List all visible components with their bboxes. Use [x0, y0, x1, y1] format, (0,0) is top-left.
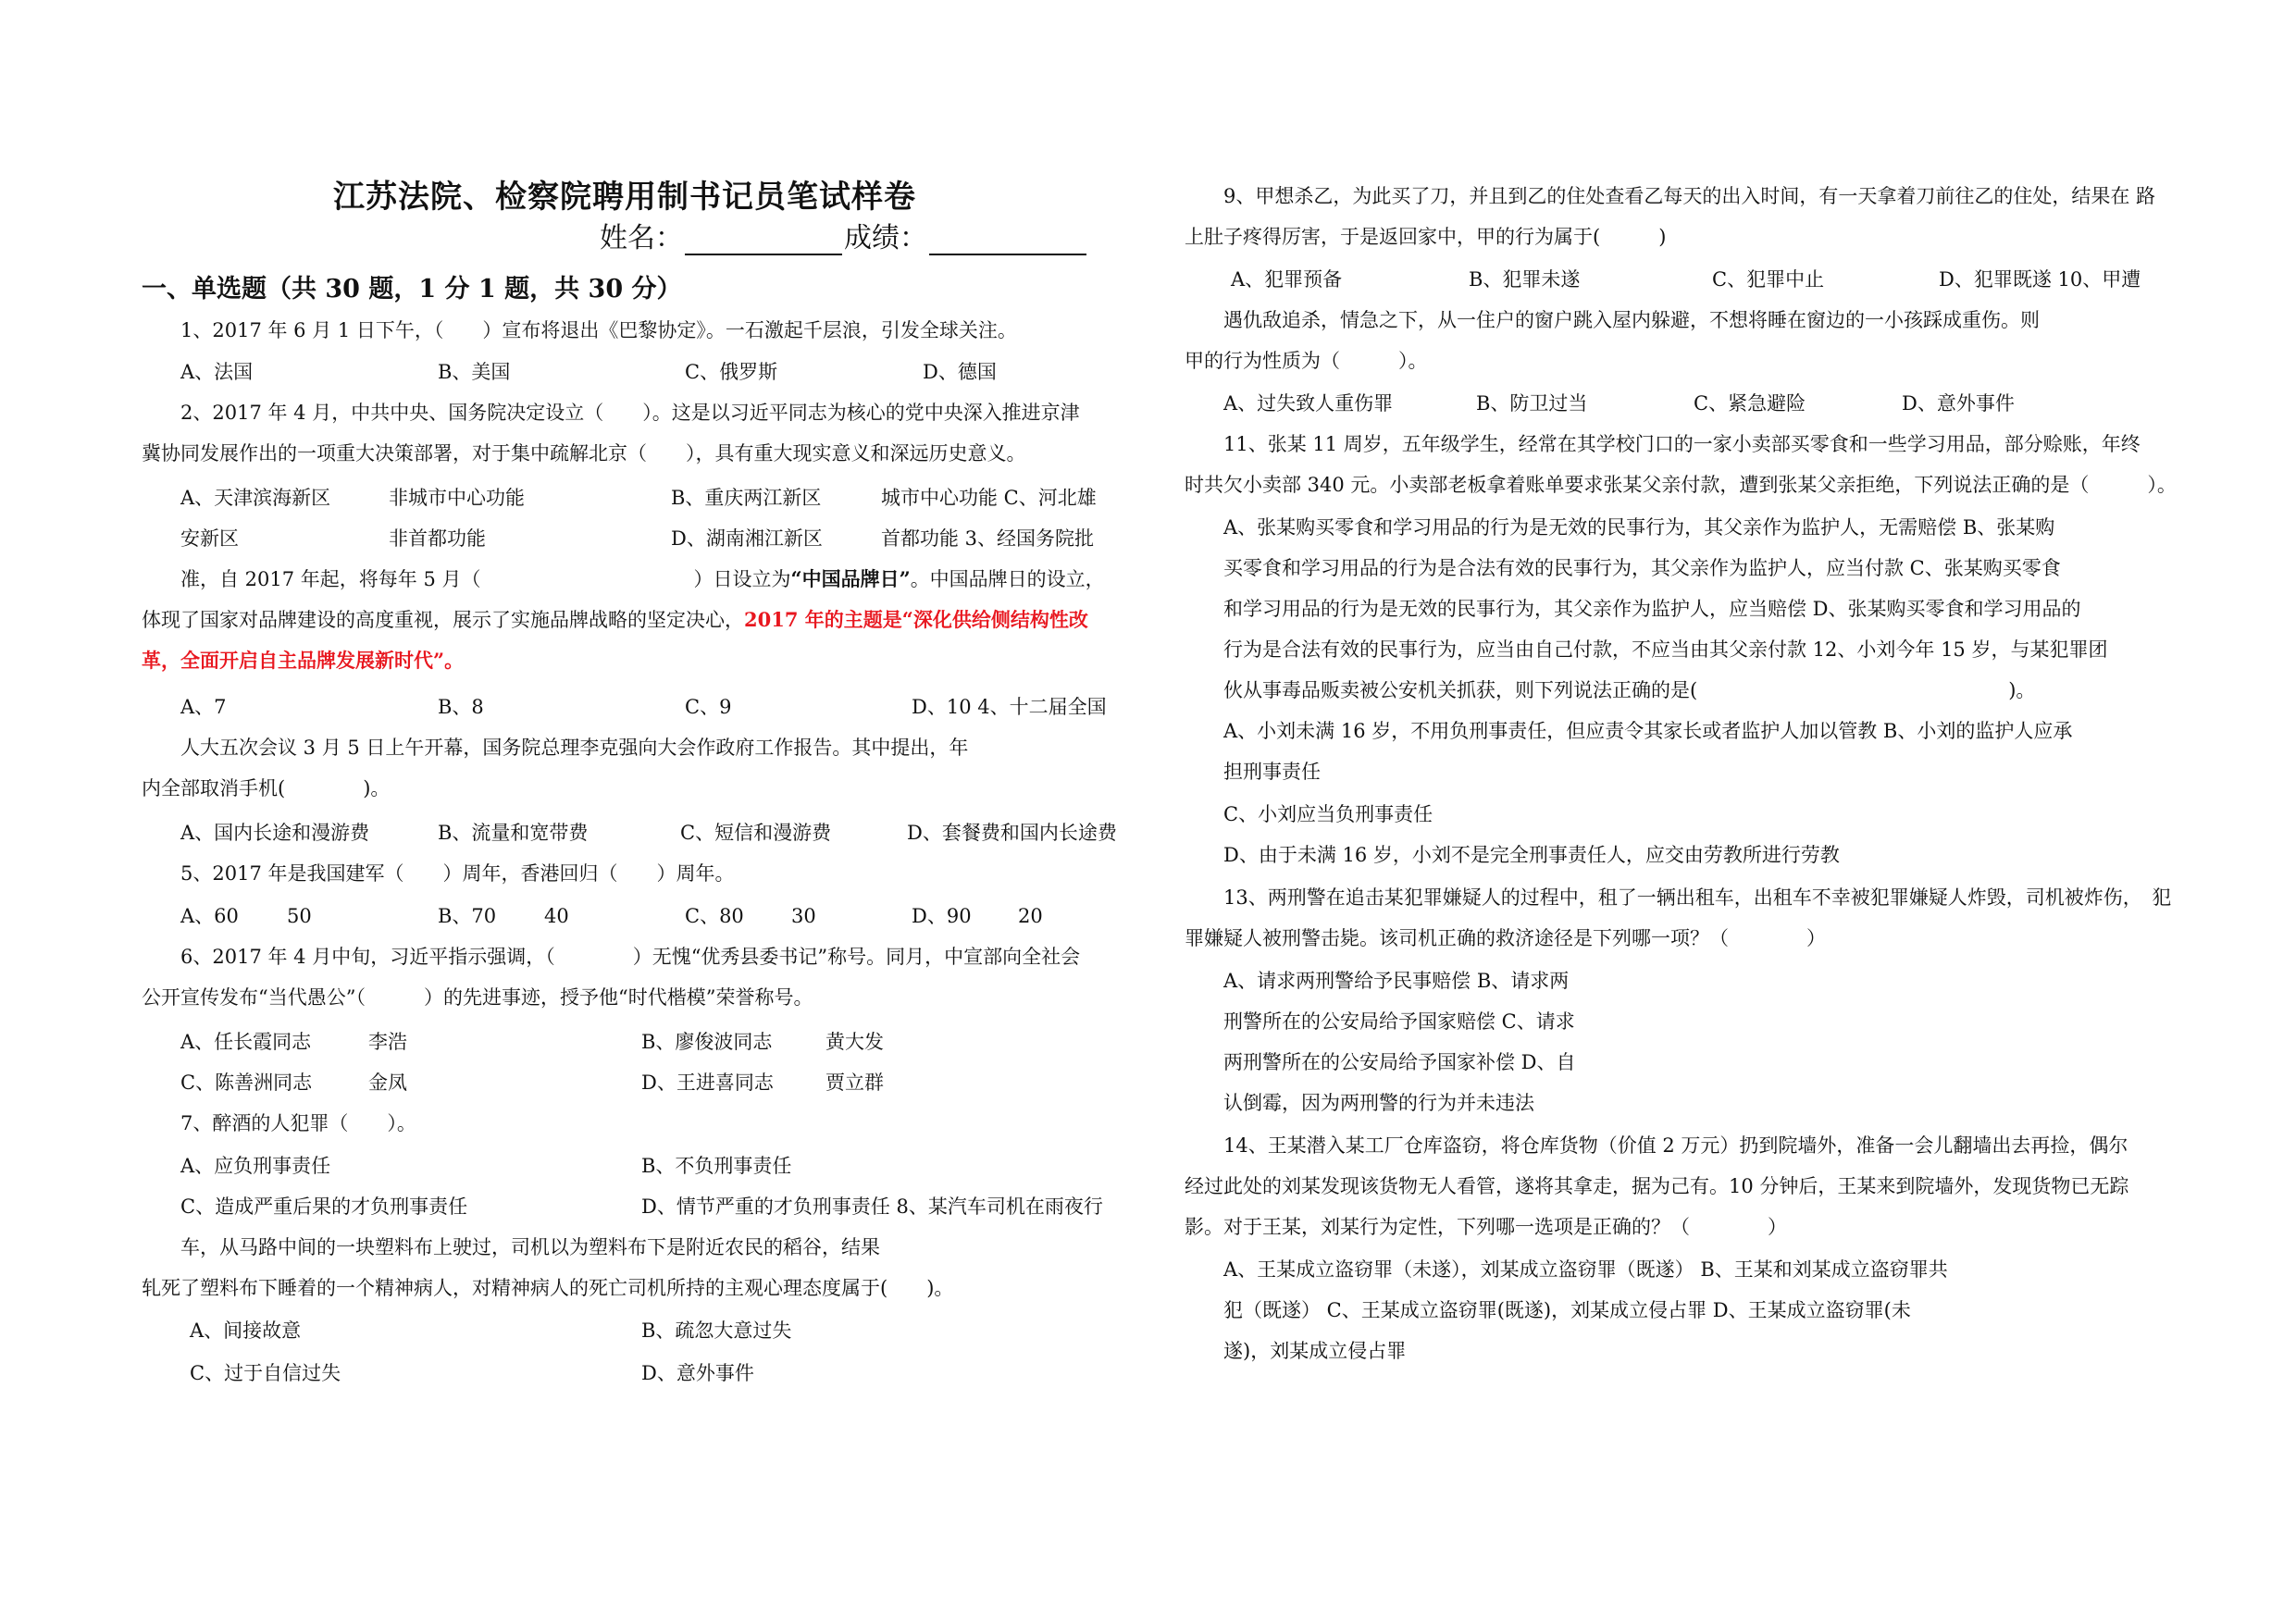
- question-2: 冀协同发展作出的一项重大决策部署，对于集中疏解北京（ ），具有重大现实意义和深远历史意义。: [142, 442, 1026, 465]
- name-label: 姓名：: [600, 222, 683, 254]
- option: C、过于自信过失: [190, 1362, 341, 1384]
- option: D、意外事件: [1902, 392, 2015, 415]
- option: A、国内长途和漫游费: [180, 822, 370, 844]
- option: B、犯罪未遂: [1469, 268, 1581, 291]
- option: D、意外事件: [641, 1362, 754, 1384]
- option: A、过失致人重伤罪: [1223, 392, 1394, 415]
- option: D、犯罪既遂 10、甲遭: [1939, 268, 2141, 291]
- option: B、廖俊波同志: [641, 1031, 773, 1053]
- option: 两刑警所在的公安局给予国家补偿 D、自: [1223, 1051, 1576, 1073]
- option: A、任长霞同志: [180, 1031, 312, 1053]
- option: 和学习用品的行为是无效的民事行为，其父亲作为监护人，应当赔偿 D、张某购买零食和学习用品的: [1223, 598, 2081, 620]
- option: C、9: [685, 696, 732, 718]
- option: A、犯罪预备: [1231, 268, 1343, 291]
- question-7: 7、醉酒的人犯罪（ ）。: [180, 1112, 416, 1134]
- option: D、套餐费和国内长途费: [907, 822, 1117, 844]
- option: D、王进喜同志: [641, 1072, 774, 1094]
- option: D、德国: [923, 361, 997, 383]
- question-10: 甲的行为性质为（ ）。: [1185, 350, 1428, 372]
- option: 非首都功能: [389, 527, 486, 550]
- option: A、应负刑事责任: [180, 1155, 331, 1177]
- question-6: 6、2017 年 4 月中旬，习近平指示强调，（ ）无愧“优秀县委书记”称号。同月，中宣部向全社会: [180, 946, 1081, 968]
- option: A、请求两刑警给予民事赔偿 B、请求两: [1223, 970, 1570, 992]
- q3-text: 准，自 2017 年起，将每年 5 月（: [180, 568, 481, 590]
- option: D、90: [912, 905, 972, 927]
- option: 50: [287, 905, 312, 927]
- question-4: 人大五次会议 3 月 5 日上午开幕，国务院总理李克强向大会作政府工作报告。其中提出，年: [180, 737, 969, 759]
- option: 刑警所在的公安局给予国家赔偿 C、请求: [1223, 1010, 1575, 1033]
- question-9: 上肚子疼得厉害，于是返回家中，甲的行为属于( ): [1185, 226, 1667, 248]
- question-8: 轧死了塑料布下睡着的一个精神病人，对精神病人的死亡司机所持的主观心理态度属于( )。: [142, 1277, 954, 1299]
- option: 担刑事责任: [1223, 761, 1321, 783]
- option: D、湖南湘江新区: [671, 527, 823, 550]
- option: A、小刘未满 16 岁，不用负刑事责任，但应责令其家长或者监护人加以管教 B、小刘的监护人应承: [1223, 720, 2073, 742]
- option: C、俄罗斯: [685, 361, 778, 383]
- q3-highlight: 2017 年的主题是“深化供给侧结构性改: [744, 608, 1088, 631]
- option: A、60: [180, 905, 239, 927]
- score-blank[interactable]: [929, 229, 1086, 255]
- question-10: 遇仇敌追杀，情急之下，从一住户的窗户跳入屋内躲避，不想将睡在窗边的一小孩踩成重伤。则: [1223, 309, 2040, 331]
- option: 安新区: [180, 527, 239, 550]
- q3-text: 。中国品牌日的设立，: [910, 568, 1105, 590]
- question-13: 罪嫌疑人被刑警击毙。该司机正确的救济途径是下列哪一项？（ ）: [1185, 927, 1826, 949]
- option: A、张某购买零食和学习用品的行为是无效的民事行为，其父亲作为监护人，无需赔偿 B、张某购: [1223, 516, 2055, 539]
- option: 20: [1018, 905, 1043, 927]
- option: A、天津滨海新区: [180, 487, 331, 509]
- option: D、情节严重的才负刑事责任 8、某汽车司机在雨夜行: [641, 1196, 1103, 1218]
- q3-bold-term: “中国品牌日”: [790, 567, 911, 590]
- option: A、王某成立盗窃罪（未遂），刘某成立盗窃罪（既遂） B、王某和刘某成立盗窃罪共: [1223, 1258, 1948, 1281]
- name-blank[interactable]: [685, 229, 842, 255]
- option: C、犯罪中止: [1712, 268, 1825, 291]
- option: 犯（既遂） C、王某成立盗窃罪(既遂)，刘某成立侵占罪 D、王某成立盗窃罪(未: [1223, 1299, 1911, 1321]
- question-9: 9、甲想杀乙，为此买了刀，并且到乙的住处查看乙每天的出入时间，有一天拿着刀前往乙的住处，结果在 路: [1223, 185, 2156, 207]
- option: D、10 4、十二届全国: [912, 696, 1107, 718]
- option: B、美国: [438, 361, 511, 383]
- option: C、紧急避险: [1694, 392, 1806, 415]
- option: C、80: [685, 905, 744, 927]
- option: A、间接故意: [190, 1319, 302, 1342]
- option: 认倒霉，因为两刑警的行为并未违法: [1223, 1092, 1534, 1114]
- option: C、小刘应当负刑事责任: [1223, 803, 1433, 825]
- option: B、不负刑事责任: [641, 1155, 792, 1177]
- question-14: 影。对于王某，刘某行为定性，下列哪一选项是正确的？（ ）: [1185, 1216, 1787, 1238]
- option: B、8: [438, 696, 484, 718]
- option: 行为是合法有效的民事行为，应当由自己付款，不应当由其父亲付款 12、小刘今年 15 岁，与某犯罪团: [1223, 638, 2108, 661]
- option: 非城市中心功能: [389, 487, 525, 509]
- option: B、疏忽大意过失: [641, 1319, 792, 1342]
- option: 买零食和学习用品的行为是合法有效的民事行为，其父亲作为监护人，应当付款 C、张某购买零食: [1223, 557, 2061, 579]
- score-label: 成绩：: [844, 222, 927, 254]
- question-6: 公开宣传发布“当代愚公”（ ）的先进事迹，授予他“时代楷模”荣誉称号。: [142, 986, 813, 1009]
- option: 遂)，刘某成立侵占罪: [1223, 1340, 1407, 1362]
- question-13: 13、两刑警在追击某犯罪嫌疑人的过程中，租了一辆出租车，出租车不幸被犯罪嫌疑人炸毁，司机被炸伤， 犯: [1223, 886, 2172, 909]
- question-1: 1、2017 年 6 月 1 日下午，（ ）宣布将退出《巴黎协定》。一石激起千层浪，引发全球关注。: [180, 319, 1017, 341]
- question-2: 2、2017 年 4 月，中共中央、国务院决定设立（ ）。这是以习近平同志为核心的党中央深入推进京津: [180, 402, 1080, 424]
- option: B、70: [438, 905, 497, 927]
- option: C、造成严重后果的才负刑事责任: [180, 1196, 468, 1218]
- section-heading: 一、单选题（共 30 题，1 分 1 题，共 30 分）: [142, 275, 682, 304]
- question-12: 伙从事毒品贩卖被公安机关抓获，则下列说法正确的是( )。: [1223, 679, 2036, 701]
- q3-highlight: 革，全面开启自主品牌发展新时代”。: [142, 649, 465, 672]
- question-8: 车，从马路中间的一块塑料布上驶过，司机以为塑料布下是附近农民的稻谷，结果: [180, 1236, 880, 1258]
- option: 贾立群: [825, 1072, 884, 1094]
- question-11: 11、张某 11 周岁，五年级学生，经常在其学校门口的一家小卖部买零食和一些学习用品，部分赊账，年终: [1223, 433, 2141, 455]
- option: A、7: [180, 696, 227, 718]
- option: C、陈善洲同志: [180, 1072, 313, 1094]
- option: D、由于未满 16 岁，小刘不是完全刑事责任人，应交由劳教所进行劳教: [1223, 844, 1840, 866]
- option: B、重庆两江新区: [671, 487, 822, 509]
- option: B、流量和宽带费: [438, 822, 589, 844]
- question-3: [180, 566, 1105, 592]
- name-score-row: [600, 215, 1088, 255]
- option: 黄大发: [825, 1031, 884, 1053]
- option: 城市中心功能 C、河北雄: [881, 487, 1097, 509]
- option: A、法国: [180, 361, 254, 383]
- question-14: 14、王某潜入某工厂仓库盗窃，将仓库货物（价值 2 万元）扔到院墙外，准备一会儿翻墙出去再捡，偶尔: [1223, 1134, 2128, 1157]
- question-5: 5、2017 年是我国建军（ ）周年，香港回归（ ）周年。: [180, 862, 735, 885]
- q3-text: ）日设立为: [693, 568, 791, 590]
- question-11: 时共欠小卖部 340 元。小卖部老板拿着账单要求张某父亲付款，遭到张某父亲拒绝，下列说法正确的是（ ）。: [1185, 474, 2177, 496]
- option: 30: [791, 905, 816, 927]
- option: 李浩: [368, 1031, 407, 1053]
- option: 40: [544, 905, 569, 927]
- option: 金凤: [368, 1072, 407, 1094]
- exam-title: 江苏法院、检察院聘用制书记员笔试样卷: [333, 179, 916, 216]
- q3-text: 体现了国家对品牌建设的高度重视，展示了实施品牌战略的坚定决心，: [142, 609, 744, 631]
- option: B、防卫过当: [1476, 392, 1588, 415]
- option: 首都功能 3、经国务院批: [881, 527, 1095, 550]
- question-4: 内全部取消手机( )。: [142, 777, 391, 799]
- question-3: [142, 607, 1088, 633]
- question-14: 经过此处的刘某发现该货物无人看管，遂将其拿走，据为己有。10 分钟后，王某来到院墙外，发现货物已无踪: [1185, 1175, 2129, 1197]
- option: C、短信和漫游费: [680, 822, 832, 844]
